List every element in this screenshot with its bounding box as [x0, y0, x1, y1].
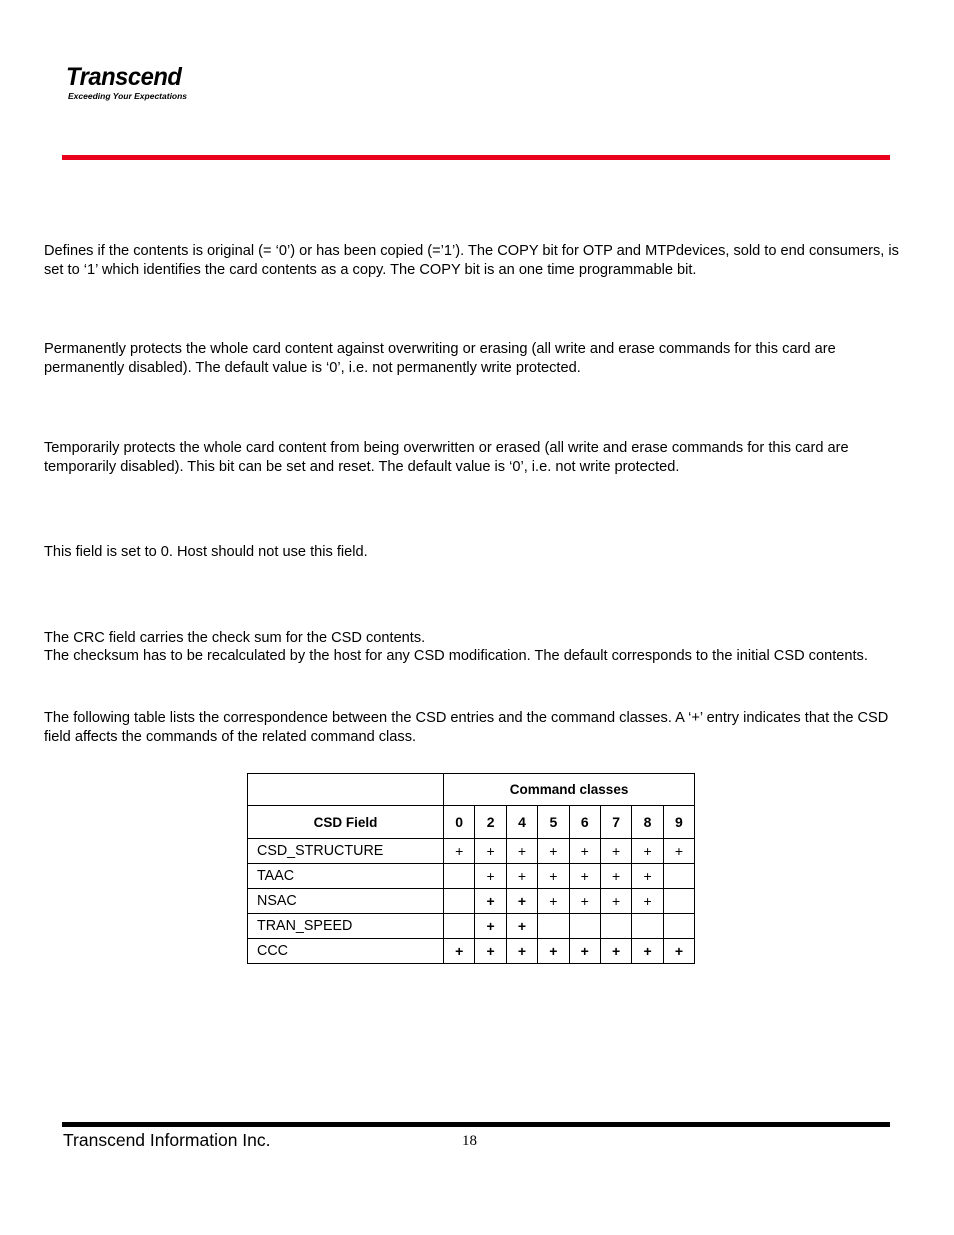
- csd-command-class-table: [247, 773, 695, 964]
- row-mark: +: [569, 939, 600, 964]
- row-mark: +: [506, 864, 537, 889]
- row-mark: +: [538, 864, 569, 889]
- logo-wordmark: Transcend: [66, 63, 182, 91]
- tmp-write-protect-description: Temporarily protects the whole card content from being overwritten or erased (all write and erase commands for this card are temporarily disabled). This bit can be set and reset. The default value is ‘0’, i.e. not write protected.: [44, 440, 849, 475]
- row-mark: [538, 914, 569, 939]
- crc-description-line1: The CRC field carries the check sum for the CSD contents.: [44, 630, 426, 646]
- row-mark: +: [475, 864, 506, 889]
- crc-description-line2: The checksum has to be recalculated by the host for any CSD modification. The default corresponds to the initial CSD contents.: [44, 648, 868, 664]
- row-field-name: NSAC: [248, 889, 444, 914]
- row-mark: +: [444, 839, 475, 864]
- perm-write-protect-description: Permanently protects the whole card content against overwriting or erasing (all write and erase commands for this card are permanently disabled). The default value is ‘0’, i.e. not permanently write protected.: [44, 341, 836, 376]
- row-mark: +: [475, 939, 506, 964]
- table-corner-cell: [248, 774, 444, 806]
- row-mark: +: [632, 864, 663, 889]
- row-mark: +: [538, 889, 569, 914]
- row-mark: [444, 864, 475, 889]
- row-mark: +: [444, 939, 475, 964]
- table-group-header-row: [248, 774, 695, 806]
- row-mark: +: [506, 839, 537, 864]
- row-mark: [663, 889, 694, 914]
- csd-field-header: CSD Field: [248, 806, 444, 839]
- row-mark: +: [632, 839, 663, 864]
- row-field-name: TAAC: [248, 864, 444, 889]
- class-header-5: 5: [538, 806, 569, 839]
- row-mark: +: [600, 889, 631, 914]
- row-mark: +: [569, 839, 600, 864]
- class-header-2: 2: [475, 806, 506, 839]
- row-mark: [444, 889, 475, 914]
- row-field-name: CSD_STRUCTURE: [248, 839, 444, 864]
- page-number: 18: [462, 1133, 477, 1149]
- footer-divider: [62, 1122, 890, 1127]
- table-row: [248, 839, 695, 864]
- row-mark: +: [632, 939, 663, 964]
- row-field-name: CCC: [248, 939, 444, 964]
- row-mark: +: [632, 889, 663, 914]
- logo-tagline: Exceeding Your Expectations: [68, 91, 188, 101]
- copy-description: Defines if the contents is original (= ‘0’) or has been copied (=’1’). The COPY bit for OTP and MTPdevices, sold to end consumers, is set to ‘1’ which identifies the card contents as a copy. The COPY bit is an one time programmable bit.: [44, 243, 899, 278]
- row-mark: [444, 914, 475, 939]
- row-field-name: TRAN_SPEED: [248, 914, 444, 939]
- table-row: [248, 939, 695, 964]
- transcend-logo: [66, 62, 187, 101]
- table-row: [248, 864, 695, 889]
- row-mark: +: [475, 839, 506, 864]
- row-mark: +: [600, 939, 631, 964]
- row-mark: [663, 864, 694, 889]
- class-header-4: 4: [506, 806, 537, 839]
- class-header-7: 7: [600, 806, 631, 839]
- file-format-description: This field is set to 0. Host should not use this field.: [44, 544, 368, 560]
- class-header-6: 6: [569, 806, 600, 839]
- row-mark: +: [506, 914, 537, 939]
- class-header-9: 9: [663, 806, 694, 839]
- footer-company-name: Transcend Information Inc.: [63, 1130, 271, 1150]
- row-mark: +: [538, 839, 569, 864]
- row-mark: +: [600, 839, 631, 864]
- row-mark: [632, 914, 663, 939]
- row-mark: +: [600, 864, 631, 889]
- row-mark: +: [506, 939, 537, 964]
- table-intro: The following table lists the correspondence between the CSD entries and the command classes. A ‘+’ entry indicates that the CSD field affects the commands of the related command class.: [44, 710, 889, 745]
- row-mark: +: [538, 939, 569, 964]
- table-row: [248, 889, 695, 914]
- row-mark: +: [663, 939, 694, 964]
- row-mark: +: [506, 889, 537, 914]
- row-mark: [663, 914, 694, 939]
- row-mark: +: [663, 839, 694, 864]
- header-divider: [62, 155, 890, 160]
- row-mark: +: [569, 864, 600, 889]
- row-mark: [600, 914, 631, 939]
- row-mark: +: [475, 914, 506, 939]
- class-header-0: 0: [444, 806, 475, 839]
- class-header-8: 8: [632, 806, 663, 839]
- table-row: [248, 914, 695, 939]
- row-mark: +: [569, 889, 600, 914]
- command-classes-header: Command classes: [444, 774, 695, 806]
- row-mark: +: [475, 889, 506, 914]
- row-mark: [569, 914, 600, 939]
- table-header-row: [248, 806, 695, 839]
